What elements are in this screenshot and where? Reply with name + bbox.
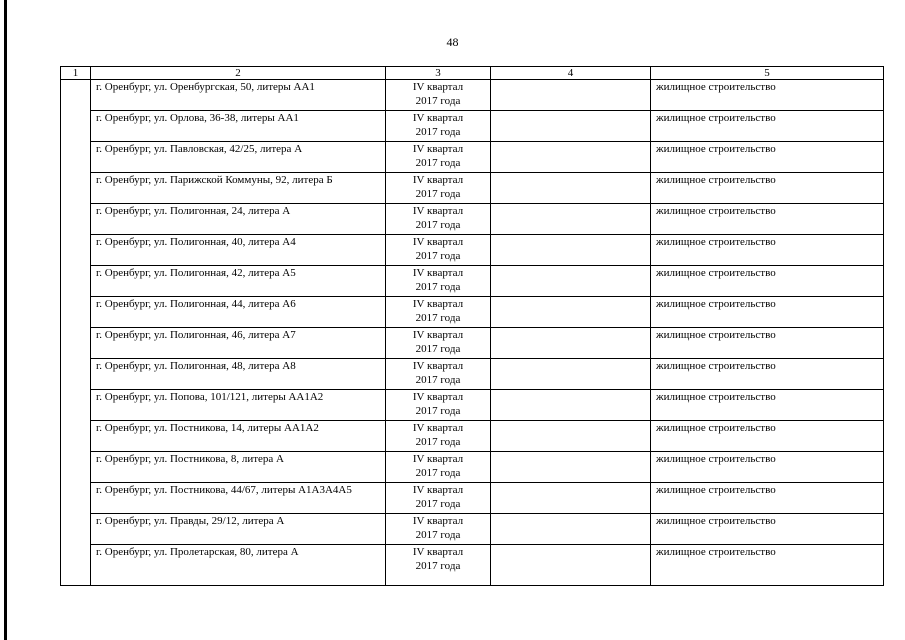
table-row (61, 266, 884, 297)
period-cell (386, 142, 491, 173)
address-cell: г. Оренбург, ул. Полигонная, 40, литера А4 (91, 235, 386, 266)
period-quarter: IV квартал (412, 81, 464, 93)
period-year: 2017 года (415, 188, 461, 200)
empty-column-4-cell (491, 328, 651, 359)
period-quarter: IV квартал (412, 484, 464, 496)
period-year: 2017 года (415, 126, 461, 138)
empty-column-4-cell (491, 173, 651, 204)
purpose-cell: жилищное строительство (651, 266, 884, 297)
address-cell: г. Оренбург, ул. Полигонная, 48, литера А8 (91, 359, 386, 390)
address-cell: г. Оренбург, ул. Павловская, 42/25, литера А (91, 142, 386, 173)
period-quarter: IV квартал (412, 360, 464, 372)
purpose-cell: жилищное строительство (651, 452, 884, 483)
address-cell: г. Оренбург, ул. Постникова, 14, литеры АА1А2 (91, 421, 386, 452)
period-cell (386, 390, 491, 421)
empty-column-4-cell (491, 545, 651, 586)
table-row (61, 514, 884, 545)
purpose-cell: жилищное строительство (651, 142, 884, 173)
table-row (61, 297, 884, 328)
period-year: 2017 года (415, 157, 461, 169)
period-cell (386, 452, 491, 483)
purpose-cell: жилищное строительство (651, 483, 884, 514)
table-row (61, 452, 884, 483)
period-year: 2017 года (415, 405, 461, 417)
period-quarter: IV квартал (412, 515, 464, 527)
purpose-cell: жилищное строительство (651, 204, 884, 235)
address-cell: г. Оренбург, ул. Попова, 101/121, литеры АА1А2 (91, 390, 386, 421)
table-row (61, 421, 884, 452)
purpose-cell: жилищное строительство (651, 80, 884, 111)
table-row (61, 483, 884, 514)
period-cell (386, 297, 491, 328)
empty-column-4-cell (491, 297, 651, 328)
land-plots-table (60, 66, 884, 586)
period-year: 2017 года (415, 219, 461, 231)
address-cell: г. Оренбург, ул. Орлова, 36-38, литеры АА1 (91, 111, 386, 142)
period-year: 2017 года (415, 95, 461, 107)
column-header-1: 1 (61, 67, 91, 80)
period-cell (386, 483, 491, 514)
period-cell (386, 204, 491, 235)
table-row (61, 359, 884, 390)
address-cell: г. Оренбург, ул. Парижской Коммуны, 92, литера Б (91, 173, 386, 204)
period-quarter: IV квартал (412, 298, 464, 310)
purpose-cell: жилищное строительство (651, 359, 884, 390)
purpose-cell: жилищное строительство (651, 545, 884, 586)
address-cell: г. Оренбург, ул. Пролетарская, 80, литера А (91, 545, 386, 586)
column-number-header-row (61, 67, 884, 80)
address-cell: г. Оренбург, ул. Полигонная, 24, литера А (91, 204, 386, 235)
empty-column-4-cell (491, 514, 651, 545)
column-header-4: 4 (491, 67, 651, 80)
empty-column-4-cell (491, 111, 651, 142)
period-year: 2017 года (415, 560, 461, 572)
empty-column-4-cell (491, 390, 651, 421)
period-cell (386, 421, 491, 452)
period-quarter: IV квартал (412, 205, 464, 217)
table-row (61, 173, 884, 204)
empty-column-4-cell (491, 483, 651, 514)
empty-column-4-cell (491, 452, 651, 483)
period-cell (386, 328, 491, 359)
address-cell: г. Оренбург, ул. Правды, 29/12, литера А (91, 514, 386, 545)
page-number: 48 (446, 35, 459, 49)
purpose-cell: жилищное строительство (651, 390, 884, 421)
table-row (61, 111, 884, 142)
table-row (61, 545, 884, 586)
purpose-cell: жилищное строительство (651, 514, 884, 545)
period-year: 2017 года (415, 374, 461, 386)
empty-column-4-cell (491, 142, 651, 173)
address-cell: г. Оренбург, ул. Полигонная, 46, литера А7 (91, 328, 386, 359)
period-cell (386, 545, 491, 586)
table-row (61, 328, 884, 359)
period-quarter: IV квартал (412, 391, 464, 403)
address-cell: г. Оренбург, ул. Оренбургская, 50, литеры АА1 (91, 80, 386, 111)
period-year: 2017 года (415, 250, 461, 262)
period-year: 2017 года (415, 281, 461, 293)
address-cell: г. Оренбург, ул. Постникова, 8, литера А (91, 452, 386, 483)
table-row (61, 204, 884, 235)
period-quarter: IV квартал (412, 236, 464, 248)
binding-edge-bar (4, 0, 7, 640)
period-cell (386, 359, 491, 390)
empty-column-4-cell (491, 421, 651, 452)
empty-column-4-cell (491, 204, 651, 235)
period-quarter: IV квартал (412, 546, 464, 558)
period-cell (386, 111, 491, 142)
empty-column-4-cell (491, 235, 651, 266)
purpose-cell: жилищное строительство (651, 111, 884, 142)
period-year: 2017 года (415, 436, 461, 448)
empty-column-4-cell (491, 80, 651, 111)
period-cell (386, 80, 491, 111)
empty-column-4-cell (491, 359, 651, 390)
purpose-cell: жилищное строительство (651, 421, 884, 452)
period-year: 2017 года (415, 312, 461, 324)
purpose-cell: жилищное строительство (651, 328, 884, 359)
period-year: 2017 года (415, 467, 461, 479)
period-year: 2017 года (415, 529, 461, 541)
row-number-cell (61, 80, 91, 586)
purpose-cell: жилищное строительство (651, 235, 884, 266)
period-quarter: IV квартал (412, 112, 464, 124)
period-cell (386, 514, 491, 545)
period-cell (386, 235, 491, 266)
column-header-2: 2 (91, 67, 386, 80)
table-row (61, 80, 884, 111)
empty-column-4-cell (491, 266, 651, 297)
period-quarter: IV квартал (412, 453, 464, 465)
period-cell (386, 266, 491, 297)
period-quarter: IV квартал (412, 329, 464, 341)
period-quarter: IV квартал (412, 267, 464, 279)
period-quarter: IV квартал (412, 422, 464, 434)
period-quarter: IV квартал (412, 143, 464, 155)
purpose-cell: жилищное строительство (651, 173, 884, 204)
period-cell (386, 173, 491, 204)
table-row (61, 235, 884, 266)
period-year: 2017 года (415, 343, 461, 355)
address-cell: г. Оренбург, ул. Полигонная, 44, литера А6 (91, 297, 386, 328)
column-header-5: 5 (651, 67, 884, 80)
purpose-cell: жилищное строительство (651, 297, 884, 328)
table-row (61, 390, 884, 421)
period-quarter: IV квартал (412, 174, 464, 186)
period-year: 2017 года (415, 498, 461, 510)
table-row (61, 142, 884, 173)
address-cell: г. Оренбург, ул. Постникова, 44/67, литеры А1А3А4А5 (91, 483, 386, 514)
column-header-3: 3 (386, 67, 491, 80)
address-cell: г. Оренбург, ул. Полигонная, 42, литера А5 (91, 266, 386, 297)
